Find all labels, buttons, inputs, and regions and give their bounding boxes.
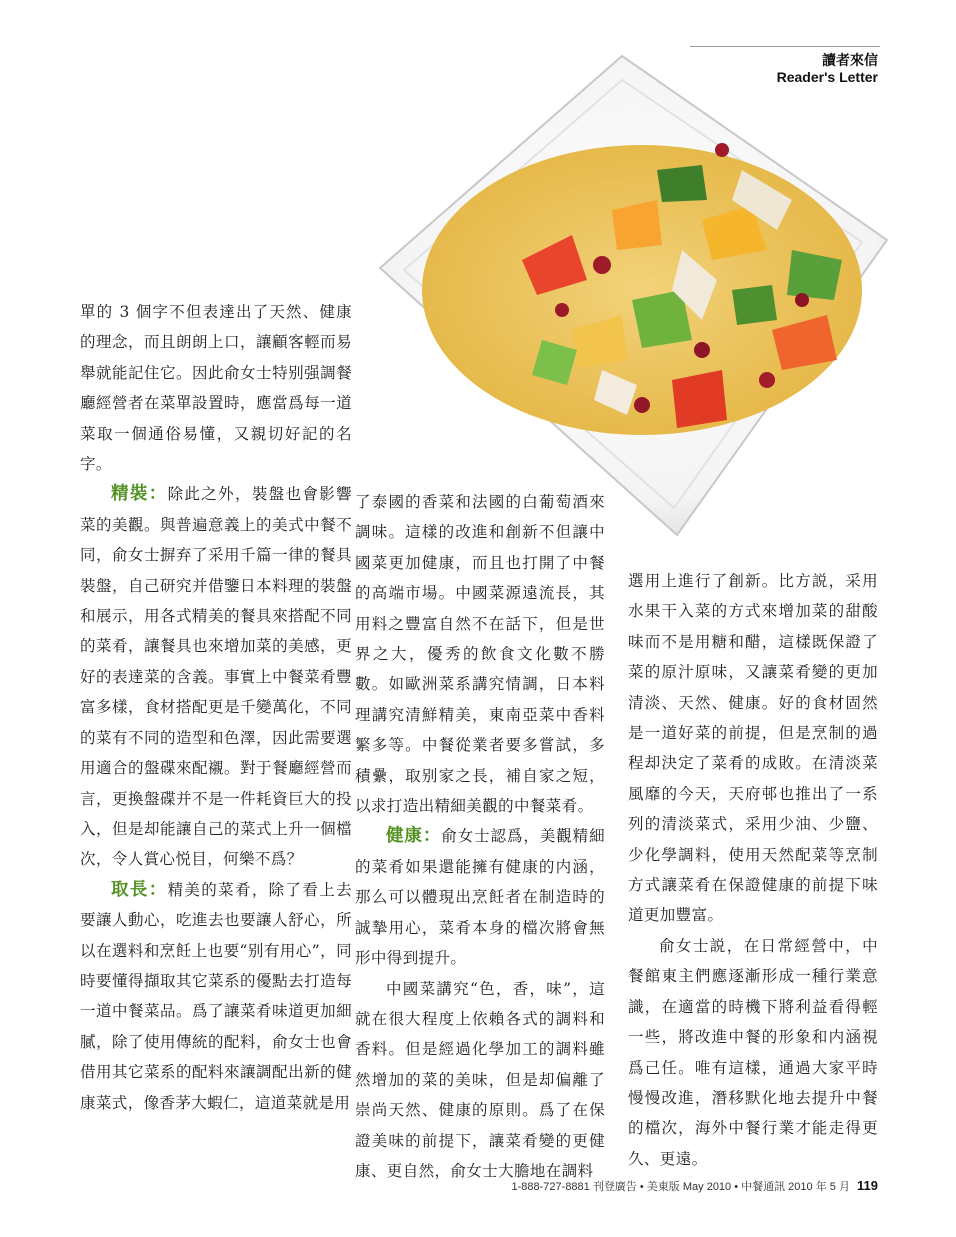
paragraph-text: 精美的菜肴，除了看上去要讓人動心，吃進去也要讓人舒心，所以在選料和烹飪上也要“别有用心”，同時要懂得擷取其它菜系的優點去打造每一道中餐菜品。爲了讓菜肴味道更加細膩，除了使用傳統的配料，俞女士也會借用其它菜系的配料來讓調配出新的健康菜式，像香茅大蝦仁，這道菜就是用 [80,880,352,1112]
footer-text: 1-888-727-8881 刊登廣告 • 美東版 May 2010 • 中餐通訊 2010 年 5 月 [511,1181,850,1193]
header-rule [690,46,880,47]
paragraph-text: 俞女士認爲，美觀精細的菜肴如果還能擁有健康的内涵，那么可以體現出烹飪者在制造時的誠摯用心，菜肴本身的檔次將會無形中得到提升。 [355,827,605,968]
dish-photo [372,50,892,540]
paragraph: 單的 3 個字不但表達出了天然、健康的理念，而且朗朗上口，讓顧客輕而易舉就能記住它。因此俞女士特别强調餐廳經營者在菜單設置時，應當爲每一道菜取一個通俗易懂，又親切好記的名字。 [80,303,352,474]
paragraph [80,875,352,1118]
keyword-heading: 精裝： [111,484,168,505]
section-title-zh: 讀者來信 [822,53,878,69]
article-column-2 [355,487,605,1186]
keyword-heading: 健康： [386,826,442,847]
page-number: 119 [857,1178,878,1193]
paragraph [80,479,352,874]
section-title-en: Reader's Letter [776,69,878,85]
keyword-heading: 取長： [111,879,168,900]
paragraph: 中國菜講究“色，香，味”，這就在很大程度上依賴各式的調料和香料。但是經過化學加工的調料雖然增加的菜的美味，但是却偏離了崇尚天然、健康的原則。爲了在保證美味的前提下，讓菜肴變的更健康、更自然，俞女士大膽地在調料 [355,979,605,1180]
paragraph [355,821,605,973]
page-footer [512,1178,879,1194]
paragraph: 選用上進行了創新。比方説，采用水果干入菜的方式來增加菜的甜酸味而不是用糖和醋，這樣既保證了菜的原汁原味，又讓菜肴變的更加清淡、天然、健康。好的食材固然是一道好菜的前提，但是烹制的過程却決定了菜肴的成敗。在清淡菜風靡的今天，天府邨也推出了一系列的清淡菜式，采用少油、少鹽、少化學調料，使用天然配菜等烹制方式讓菜肴在保證健康的前提下味道更加豐富。 [628,572,878,925]
paragraph: 俞女士説，在日常經營中，中餐館東主們應逐漸形成一種行業意識，在適當的時機下將利益看得輕一些，將改進中餐的形象和内涵視爲己任。唯有這樣，通過大家平時慢慢改進，潛移默化地去提升中餐的檔次，海外中餐行業才能走得更久、更遠。 [628,936,878,1168]
paragraph: 了泰國的香菜和法國的白葡萄酒來調味。這樣的改進和創新不但讓中國菜更加健康，而且也打開了中餐的高端市場。中國菜源遠流長，其用料之豐富自然不在話下，但是世界之大，優秀的飲食文化數不勝數。如歐洲菜系講究情調，日本料理講究清鮮精美，東南亞菜中香料繁多等。中餐從業者要多嘗試，多積纍，取别家之長，補自家之短，以求打造出精細美觀的中餐菜肴。 [355,493,605,816]
article-column-3 [628,566,878,1174]
article-column-1 [80,297,352,1118]
paragraph-text: 除此之外，裝盤也會影響菜的美觀。與普遍意義上的美式中餐不同，俞女士摒弃了采用千篇一律的餐具裝盤，自己研究并借鑒日本料理的裝盤和展示，用各式精美的餐具來搭配不同的菜肴，讓餐具也來增加菜的美感，更好的表達菜的含義。事實上中餐菜肴豐富多樣，食材搭配更是千變萬化，不同的菜有不同的造型和色澤，因此需要選用適合的盤碟來配襯。對于餐廳經營而言，更換盤碟并不是一件耗資巨大的投入，但是却能讓自己的菜式上升一個檔次，令人賞心悦目，何樂不爲？ [80,485,352,869]
salad [422,143,862,435]
